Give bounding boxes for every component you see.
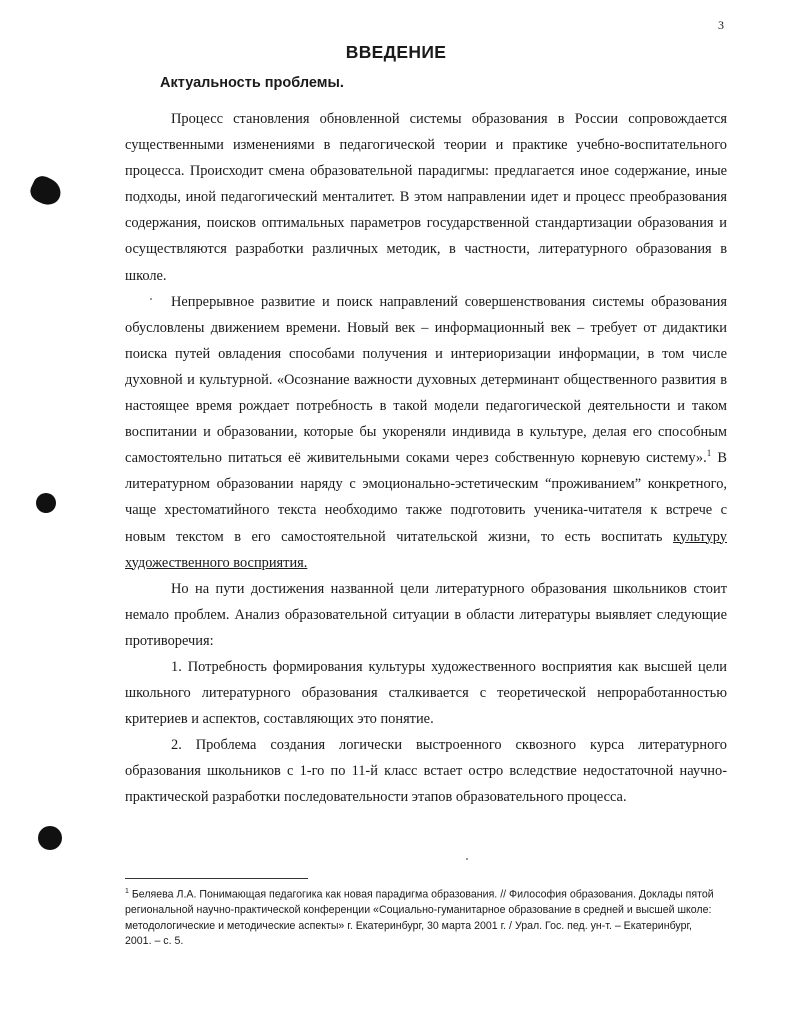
list-item-1: 1. Потребность формирования культуры художественного восприятия как высшей цели школьного литературного образования сталкивается с теоретической непроработанностью критериев и аспектов, составляющих это понятие. [125, 658, 727, 728]
footnote [125, 884, 715, 950]
footnote-reference: 1 [706, 448, 712, 459]
paragraph-3: Но на пути достижения названной цели литературного образования школьников стоит немало проблем. Анализ образовательной ситуации в области литературы выявляет следующие противоречия: [125, 580, 727, 649]
footnote-marker: 1 [125, 888, 129, 895]
page-number: 3 [718, 18, 724, 32]
section-subtitle: Актуальность проблемы. [160, 75, 344, 91]
paragraph-2-text: Непрерывное развитие и поиск направлений совершенствования системы образования обусловлены движением времени. Новый век – информационный век – требует от дидактики поиска путей овладения способами получения и интериоризации информации, в том числе духовной и культурной. «Осознание важности духовных детерминант общественного развития в настоящее время рождает потребность в такой модели педагогической деятельности и таком воспитании и образовании, которые бы укореняли индивида в культуре, делая его способным самостоятельно питаться её живительными соками через собственную корневую систему». [125, 293, 727, 467]
paragraph-1: Процесс становления обновленной системы образования в России сопровождается существенными изменениями в педагогической теории и практике учебно-воспитательного процесса. Происходит смена образовательной парадигмы: предлагается иное содержание, иные подходы, иной педагогический менталитет. В этом направлении идет и процесс преобразования содержания, поисков оптимальных параметров государственной стандартизации образования и осуществляются разработки различных методик, в частности, литературного образования в школе. [125, 111, 727, 284]
paragraph-2-text-continued: В литературном образовании наряду с эмоционально-эстетическим “проживанием” конкретного, чаще хрестоматийного текста необходимо также подготовить ученика-читателя к встрече с новым текстом в его самостоятельной читательской жизни, то есть воспитать [125, 450, 727, 545]
list-item-2: 2. Проблема создания логически выстроенного сквозного курса литературного образования школьников с 1-го по 11-й класс встает остро вследствие недостаточной научно-практической разработки последовательности этапов образовательного процесса. [125, 737, 727, 806]
footnote-text: Беляева Л.А. Понимающая педагогика как новая парадигма образования. // Философия образования. Доклады пятой региональной научно-практической конференции «Социально-гуманитарное образование в средней и высшей школе: методологические и методические аспекты» г. Екатеринбург, 30 марта 2001 г. / Урал. Гос. пед. ун-т. – Екатеринбург, 2001. – с. 5. [125, 888, 714, 948]
underlined-phrase: культуру художественного восприятия. [125, 528, 727, 571]
punch-hole-mark-bottom [38, 826, 62, 850]
punch-hole-mark-top [27, 173, 65, 209]
punch-hole-mark-middle [36, 493, 56, 513]
body-text [125, 106, 727, 811]
page-title: ВВЕДЕНИЕ [345, 42, 447, 62]
paragraph-2 [125, 289, 727, 576]
scan-speck [150, 298, 152, 300]
scan-speck [466, 858, 468, 860]
footnote-divider [125, 878, 308, 879]
